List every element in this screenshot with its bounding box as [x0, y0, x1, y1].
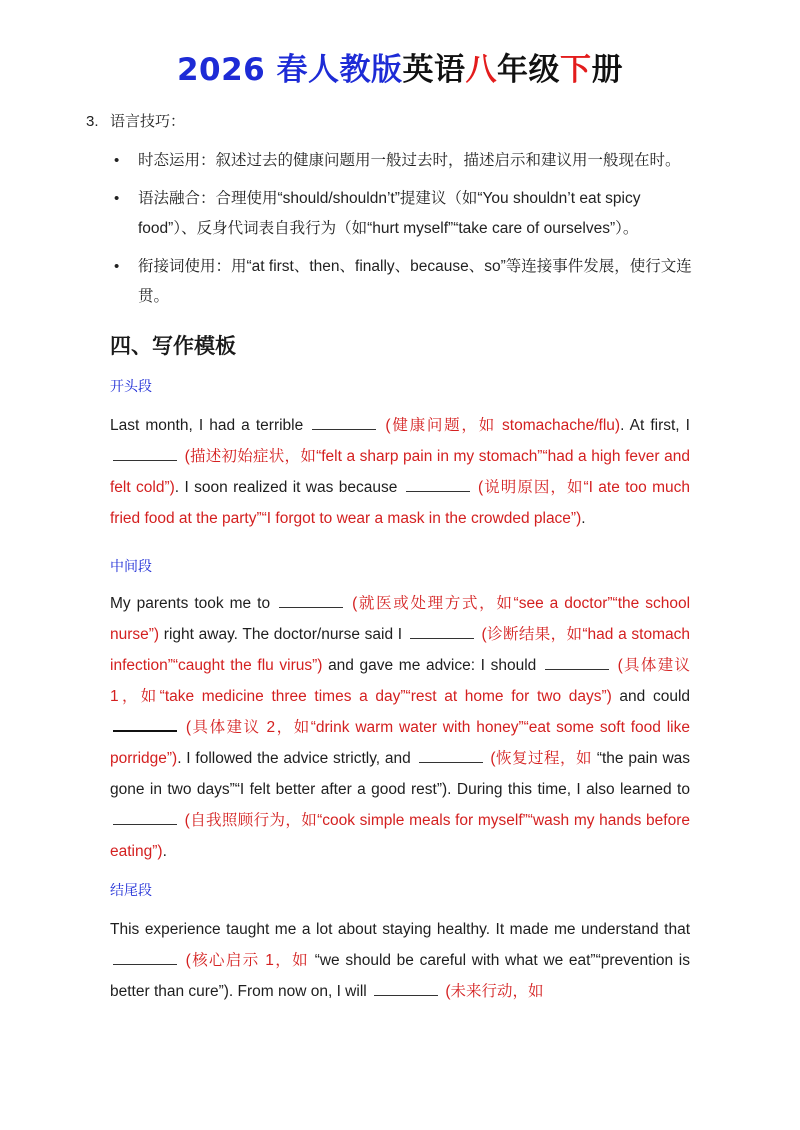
text: and could: [611, 688, 691, 705]
text: right away. The doctor/nurse said I: [159, 626, 403, 643]
fill-blank: [545, 655, 609, 670]
fill-blank: [374, 981, 438, 996]
fill-blank: [113, 716, 177, 732]
ending-paragraph: [110, 914, 690, 1007]
text: My parents took me to: [110, 595, 271, 612]
ending-paragraph-label: 结尾段: [110, 882, 152, 898]
title-part-volume: 下: [560, 52, 592, 88]
fill-blank: [406, 477, 470, 492]
hint-text: (核心启示 1，如: [185, 952, 310, 969]
fill-blank: [113, 446, 177, 461]
title-part-book: 册: [591, 52, 624, 88]
title-part-grade-number: 八: [465, 52, 498, 88]
list-item: • 衔接词使用：用“at first、then、finally、because、so”等连接事件发展，使行文连贯。: [112, 252, 692, 312]
text: .: [581, 510, 586, 527]
fill-blank: [410, 624, 474, 639]
middle-paragraph-label: 中间段: [110, 558, 152, 574]
hint-text: (恢复过程，如: [490, 750, 593, 767]
hint-text: (未来行动，如: [445, 983, 544, 1000]
text: “we should be careful with what we eat”“prevention is better than cure”). From now on, I will: [110, 952, 691, 1000]
hint-text: (描述初始症状，如“felt a sharp pain in my stomach”“had a high fever and felt cold”): [110, 448, 691, 496]
text: .: [162, 843, 167, 860]
middle-paragraph: [110, 588, 690, 867]
text: “the pain was gone in two days”“I felt better after a good rest”). During this time, I also learned to: [110, 750, 691, 798]
title-part-grade-edition: 2026 春人教版: [176, 52, 403, 88]
text: This experience taught me a lot about staying healthy. It made me understand that: [110, 921, 690, 938]
section-3-number: 3.: [86, 113, 99, 130]
text: . At first, I: [620, 417, 690, 434]
fill-blank: [312, 415, 376, 430]
fill-blank: [419, 748, 483, 763]
hint-text: (具体建议 2，如“drink warm water with honey”“eat some soft food like porridge”): [110, 719, 690, 767]
list-item: • 时态运用：叙述过去的健康问题用一般过去时，描述启示和建议用一般现在时。: [112, 146, 692, 176]
text: Last month, I had a terrible: [110, 417, 304, 434]
hint-text: (说明原因，如“I ate too much fried food at the party”“I forgot to wear a mask in the crowded place”): [110, 479, 691, 527]
section-4-heading: 四、写作模板: [110, 334, 236, 358]
language-tips-list: [112, 146, 692, 320]
hint-text: (健康问题，如 stomachache/flu): [385, 417, 621, 434]
section-3-label: 语言技巧：: [110, 113, 186, 130]
text: . I soon realized it was because: [174, 479, 398, 496]
section-3-heading: [86, 110, 185, 131]
fill-blank: [279, 593, 343, 608]
opening-paragraph-label: 开头段: [110, 378, 152, 394]
hint-text: (自我照顾行为，如“cook simple meals for myself”“wash my hands before eating”): [110, 812, 690, 860]
fill-blank: [113, 810, 177, 825]
text: and gave me advice: I should: [322, 657, 537, 674]
hint-text: (就医或处理方式，如“see a doctor”“the school nurse”): [110, 595, 691, 643]
text: . I followed the advice strictly, and: [177, 750, 411, 767]
opening-paragraph: [110, 410, 690, 534]
hint-text: (具体建议 1，如“take medicine three times a day”“rest at home for two days”): [110, 657, 691, 705]
list-item: • 语法融合：合理使用“should/shouldn’t”提建议（如“You shouldn’t eat spicy food”）、反身代词表自我行为（如“hurt myself”“take care of ourselves”）。: [112, 184, 692, 244]
page-title: [0, 44, 800, 89]
fill-blank: [113, 950, 177, 965]
title-part-subject: 英语: [402, 52, 466, 88]
hint-text: (诊断结果，如“had a stomach infection”“caught the flu virus”): [110, 626, 691, 674]
title-part-grade: 年级: [497, 52, 561, 88]
